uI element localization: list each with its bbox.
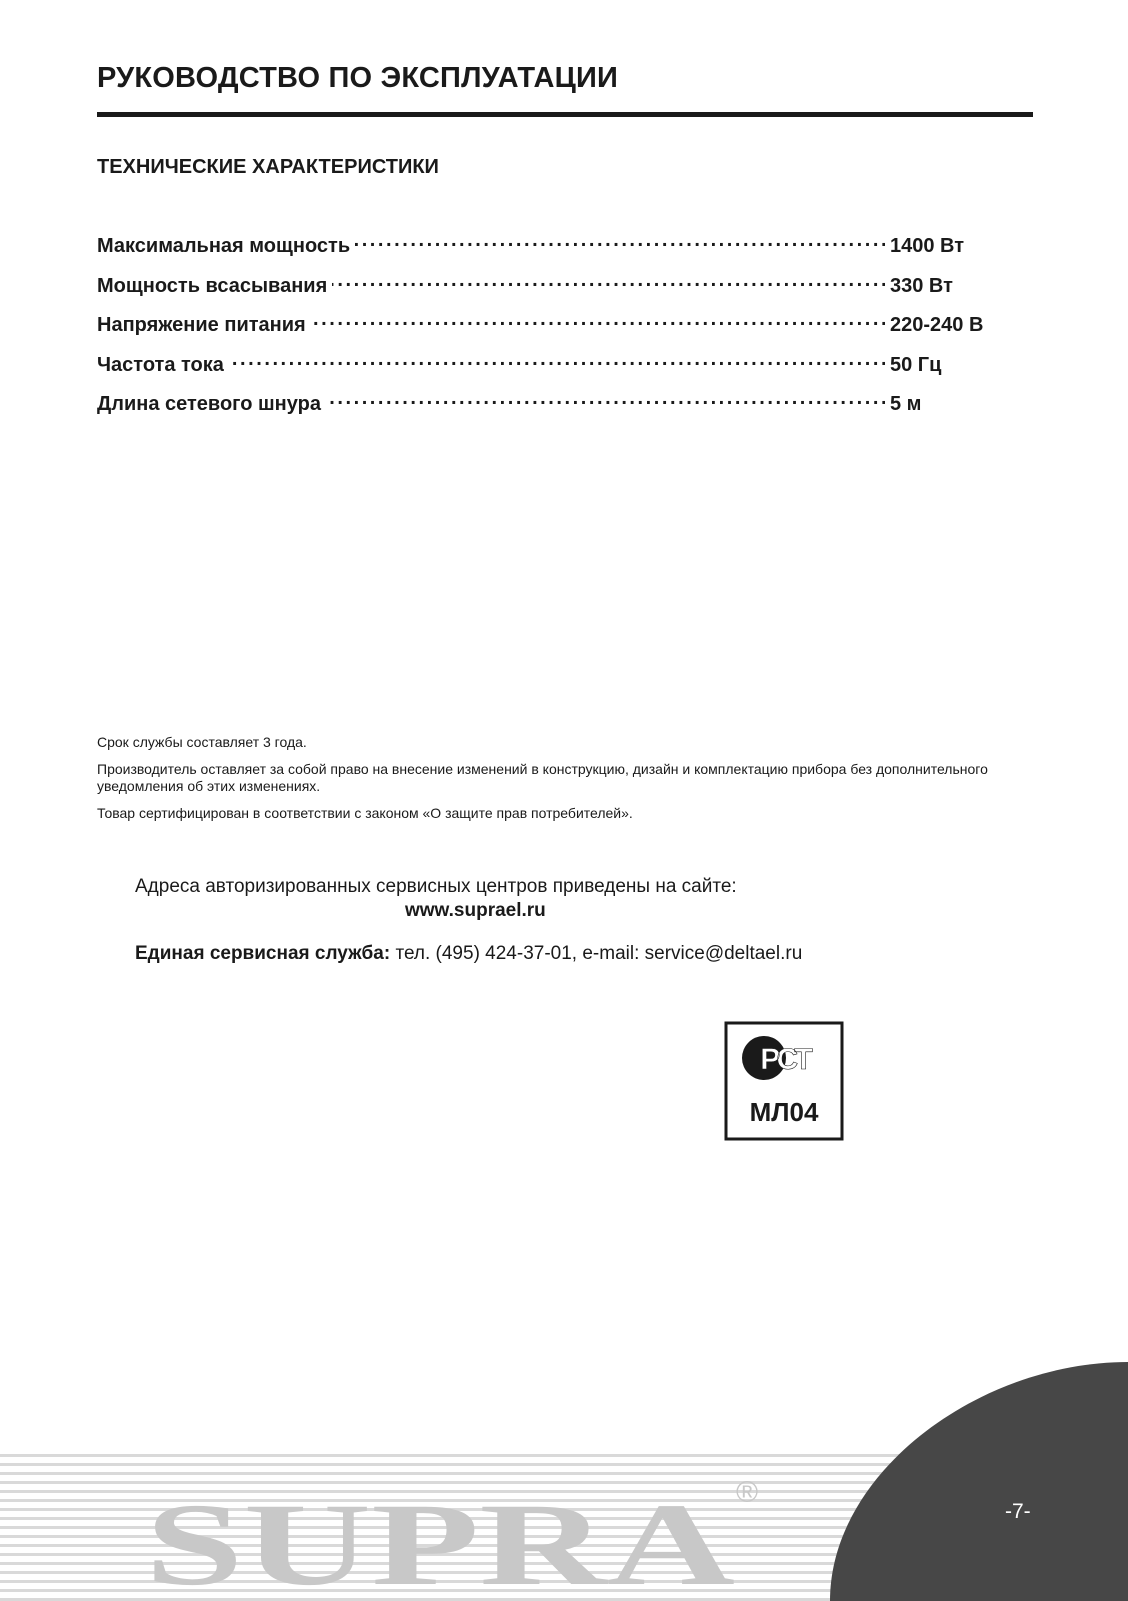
rst-certification-mark-icon — [724, 1021, 844, 1141]
spec-list — [97, 232, 1007, 430]
notes — [97, 734, 1037, 832]
page-corner-shape — [830, 1362, 1128, 1601]
contact-details: тел. (495) 424-37-01, e-mail: service@deltael.ru — [395, 943, 803, 964]
leader-dots — [311, 311, 885, 331]
spec-value: 50 Гц — [890, 353, 942, 376]
leader-dots — [332, 272, 885, 292]
spec-value: 220-240 В — [890, 314, 984, 336]
cert-code: МЛ04 — [749, 1097, 819, 1127]
cert-mark-letters: РСТ — [760, 1043, 810, 1076]
spec-name: Длина сетевого шнура — [97, 393, 321, 415]
spec-row — [97, 232, 1007, 272]
spec-value: 330 Вт — [890, 274, 953, 297]
manufacturer-rights-note: Производитель оставляет за собой право на внесение изменений в конструкцию, дизайн и комплектацию прибора без дополнительного уведомления об этих изменениях. — [97, 761, 988, 794]
service-info — [135, 875, 1035, 965]
leader-dots — [355, 232, 885, 252]
registered-mark: ® — [736, 1476, 759, 1509]
certification-note: Товар сертифицирован в соответствии с законом «О защите прав потребителей». — [97, 805, 633, 821]
spec-name: Напряжение питания — [97, 314, 306, 336]
spec-row — [97, 351, 1007, 391]
leader-dots — [326, 390, 885, 410]
website-link[interactable]: www.suprael.ru — [405, 900, 546, 921]
service-addresses-text: Адреса авторизированных сервисных центров приведены на сайте: — [135, 876, 737, 897]
service-life-note: Срок службы составляет 3 года. — [97, 734, 307, 750]
leader-dots — [229, 351, 885, 371]
spec-row — [97, 311, 1007, 351]
page-number: -7- — [1005, 1500, 1031, 1523]
spec-row — [97, 272, 1007, 312]
service-contacts — [135, 943, 1035, 965]
section-title: ТЕХНИЧЕСКИЕ ХАРАКТЕРИСТИКИ — [97, 156, 439, 178]
spec-value: 5 м — [890, 393, 922, 415]
spec-name: Частота тока — [97, 353, 224, 376]
spec-row — [97, 390, 1007, 430]
spec-name: Мощность всасывания — [97, 274, 328, 297]
spec-name: Максимальная мощность — [97, 235, 351, 257]
supra-logo-watermark — [140, 1472, 770, 1590]
title-rule — [97, 112, 1033, 117]
page-title: РУКОВОДСТВО ПО ЭКСПЛУАТАЦИИ — [97, 62, 619, 94]
brand-name: SUPRA — [145, 1479, 735, 1590]
spec-value: 1400 Вт — [890, 235, 965, 257]
service-label: Единая сервисная служба: — [135, 943, 391, 964]
